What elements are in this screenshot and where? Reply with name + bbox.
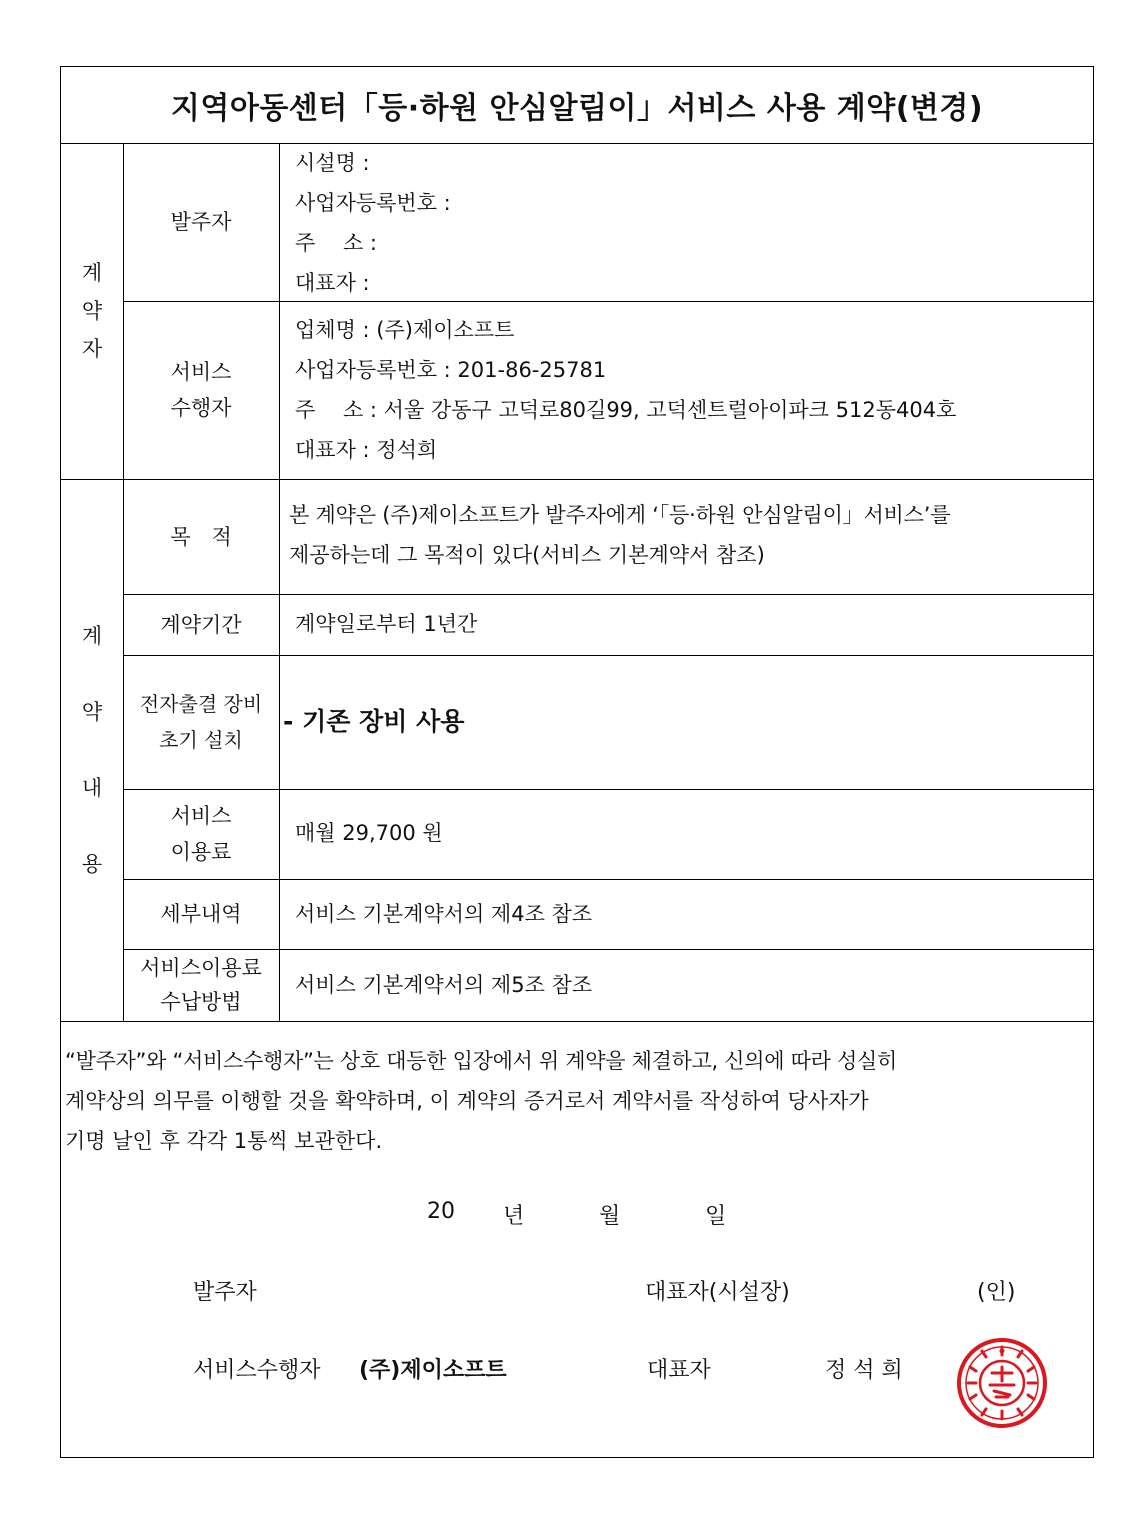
client-info	[279, 143, 1093, 303]
client-rep-label: 대표자(시설장)	[645, 1280, 790, 1305]
provider-rep-name: 정 석 희	[825, 1358, 903, 1383]
payment-value: 서비스 기본계약서의 제5조 참조	[295, 973, 593, 997]
seal-mark: (인)	[977, 1280, 1016, 1305]
agreement-paragraph: “발주자”와 “서비스수행자”는 상호 대등한 입장에서 위 계약을 체결하고, 신의에 따라 성실히 계약상의 의무를 이행할 것을 확약하며, 이 계약의 증거로서 계약서를 작성하여 당사자가 기명 날인 후 각각 1통씩 보관한다.	[65, 1049, 897, 1153]
company-seal-icon	[956, 1337, 1048, 1429]
client-sign-label: 발주자	[193, 1280, 257, 1305]
section-label-char: 계	[81, 261, 103, 285]
client-business-number-field: 사업자등록번호 :	[295, 191, 451, 215]
grid-line	[61, 1021, 1093, 1022]
provider-company-name: 업체명 : (주)제이소프트	[295, 318, 515, 342]
provider-address: 주 소 : 서울 강동구 고덕로80길99, 고덕센트럴아이파크 512동404호	[295, 398, 957, 422]
details-value: 서비스 기본계약서의 제4조 참조	[295, 902, 593, 926]
client-representative-field: 대표자 :	[295, 271, 370, 295]
payment-label: 서비스이용료 수납방법	[140, 956, 262, 1014]
period-label: 계약기간	[160, 612, 242, 637]
provider-sign-label: 서비스수행자	[193, 1358, 321, 1383]
date-year-prefix: 20	[427, 1199, 455, 1224]
details-label: 세부내역	[160, 902, 242, 926]
fee-label: 서비스 이용료	[170, 804, 232, 864]
equipment-value: - 기존 장비 사용	[283, 707, 465, 736]
section-label-char: 계	[81, 624, 103, 648]
provider-rep-label: 대표자	[647, 1358, 711, 1383]
section-label-char: 자	[81, 337, 103, 361]
provider-representative: 대표자 : 정석희	[295, 438, 438, 462]
section-label-char: 약	[81, 700, 103, 724]
period-value: 계약일로부터 1년간	[295, 612, 478, 636]
purpose-label: 목 적	[170, 524, 232, 549]
equipment-label: 전자출결 장비 초기 설치	[139, 692, 263, 752]
provider-sign-name: (주)제이소프트	[359, 1358, 507, 1383]
date-day: 일	[705, 1204, 727, 1229]
fee-value: 매월 29,700 원	[295, 821, 443, 845]
date-month: 월	[599, 1204, 621, 1229]
provider-label: 서비스 수행자	[170, 360, 232, 420]
document-title: 지역아동센터「등·하원 안심알림이」서비스 사용 계약(변경)	[61, 67, 1093, 144]
client-label: 발주자	[170, 210, 232, 234]
parties-section-label	[61, 143, 123, 479]
section-label-char: 내	[81, 776, 103, 800]
purpose-text: 본 계약은 (주)제이소프트가 발주자에게 ‘「등·하원 안심알림이」서비스’를 제공하는데 그 목적이 있다(서비스 기본계약서 참조)	[289, 503, 951, 567]
section-label-char: 용	[81, 852, 103, 876]
facility-name-field: 시설명 :	[295, 151, 370, 175]
provider-info	[279, 310, 1093, 470]
contract-document	[60, 66, 1094, 1458]
provider-business-number: 사업자등록번호 : 201-86-25781	[295, 358, 607, 382]
date-year: 년	[503, 1204, 525, 1229]
contract-section-label	[61, 479, 123, 1021]
client-address-field: 주 소 :	[295, 231, 377, 255]
section-label-char: 약	[81, 299, 103, 323]
